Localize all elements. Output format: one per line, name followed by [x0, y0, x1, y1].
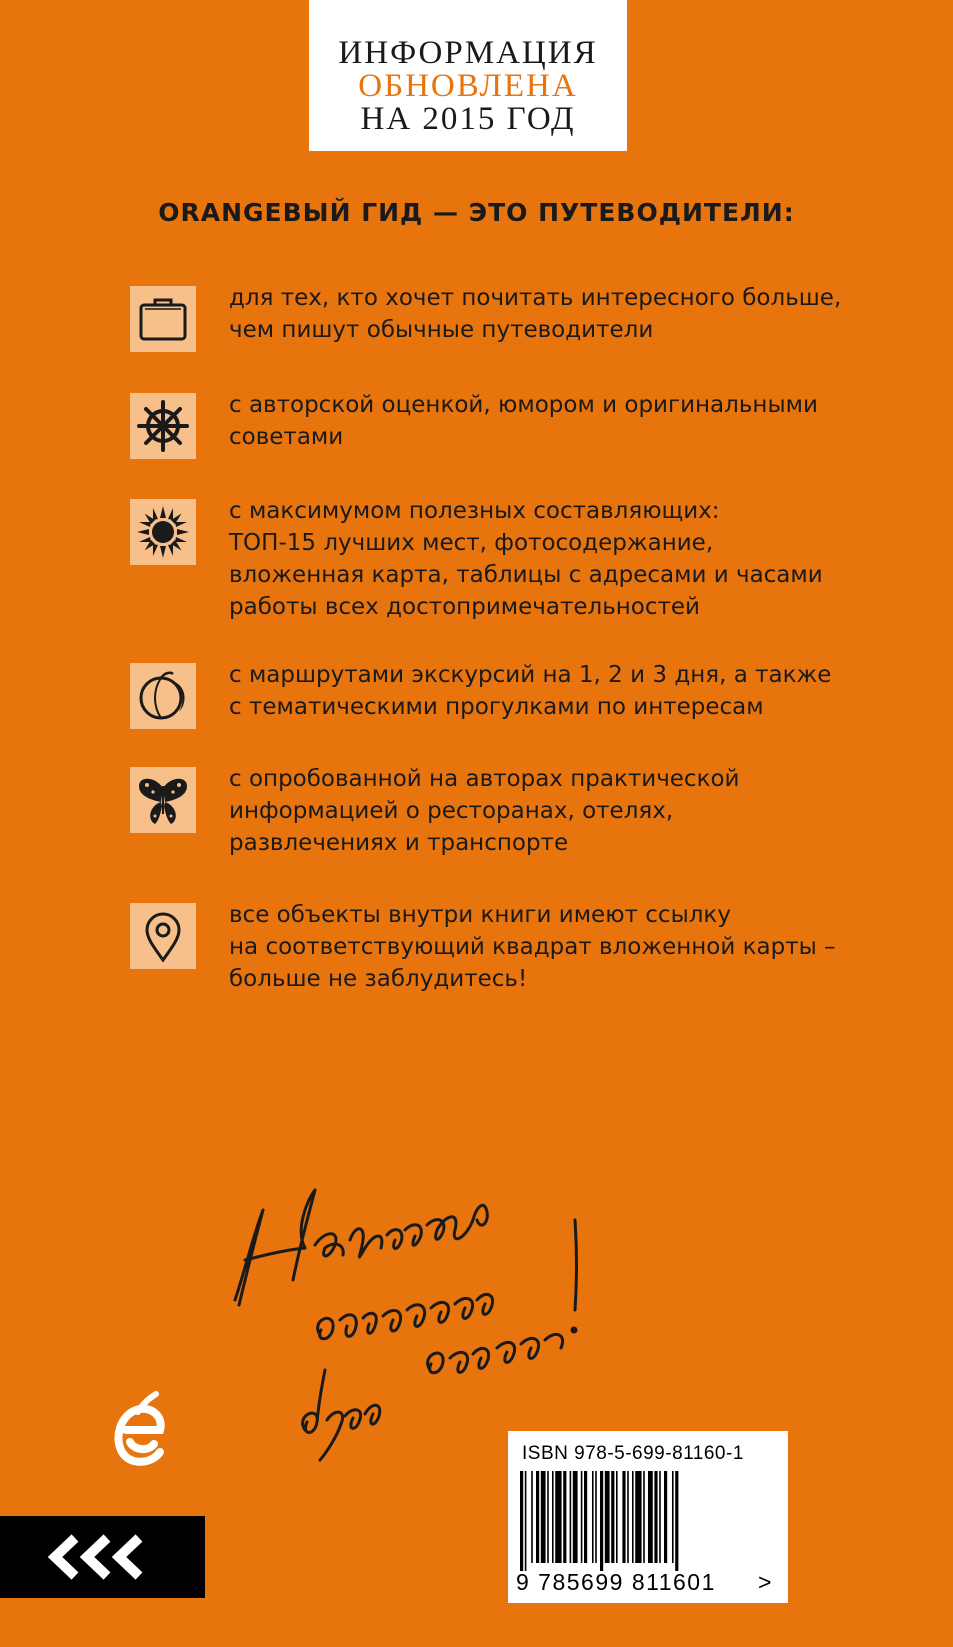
feature-text: все объекты внутри книги имеют ссылку на соответствующий квадрат вложенной карты – больше не заблудитесь!: [229, 902, 836, 992]
update-notice-box: [309, 0, 627, 151]
sun-icon: [130, 499, 196, 565]
feature-text: с опробованной на авторах практической информацией о ресторанах, отелях, развлечениях и транспорте: [229, 766, 740, 856]
butterfly-icon: [130, 767, 196, 833]
feature-text: с маршрутами экскурсий на 1, 2 и 3 дня, а также с тематическими прогулками по интересам: [229, 662, 832, 720]
update-line-1: ИНФОРМАЦИЯ: [338, 35, 598, 71]
series-arrows-badge: [0, 1516, 205, 1598]
suitcase-icon: [130, 286, 196, 352]
ship-wheel-icon: [130, 393, 196, 459]
publisher-logo-icon: [110, 1390, 174, 1470]
isbn-barcode: [508, 1431, 788, 1603]
section-heading: ORANGEВЫЙ ГИД — ЭТО ПУТЕВОДИТЕЛИ:: [158, 198, 795, 227]
triple-chevron-left-icon: [43, 1532, 163, 1582]
barcode-arrow: >: [758, 1569, 772, 1595]
isbn-label: ISBN 978-5-699-81160-1: [522, 1443, 744, 1464]
update-line-3: НА 2015 ГОД: [360, 101, 576, 137]
map-pin-icon: [130, 903, 196, 969]
feature-text: с максимумом полезных составляющих: ТОП-15 лучших мест, фотосодержание, вложенная карта, таблицы с адресами и часами работы всех достопримечательностей: [229, 498, 823, 620]
feature-text: с авторской оценкой, юмором и оригинальными советами: [229, 392, 818, 450]
feature-text: для тех, кто хочет почитать интересного больше, чем пишут обычные путеводители: [229, 285, 842, 343]
barcode-bars-icon: [518, 1471, 748, 1571]
barcode-digits: 9 785699 811601: [516, 1569, 716, 1595]
update-line-2: ОБНОВЛЕНА: [358, 68, 578, 104]
handwritten-signature: [215, 1170, 635, 1470]
peach-icon: [130, 663, 196, 729]
